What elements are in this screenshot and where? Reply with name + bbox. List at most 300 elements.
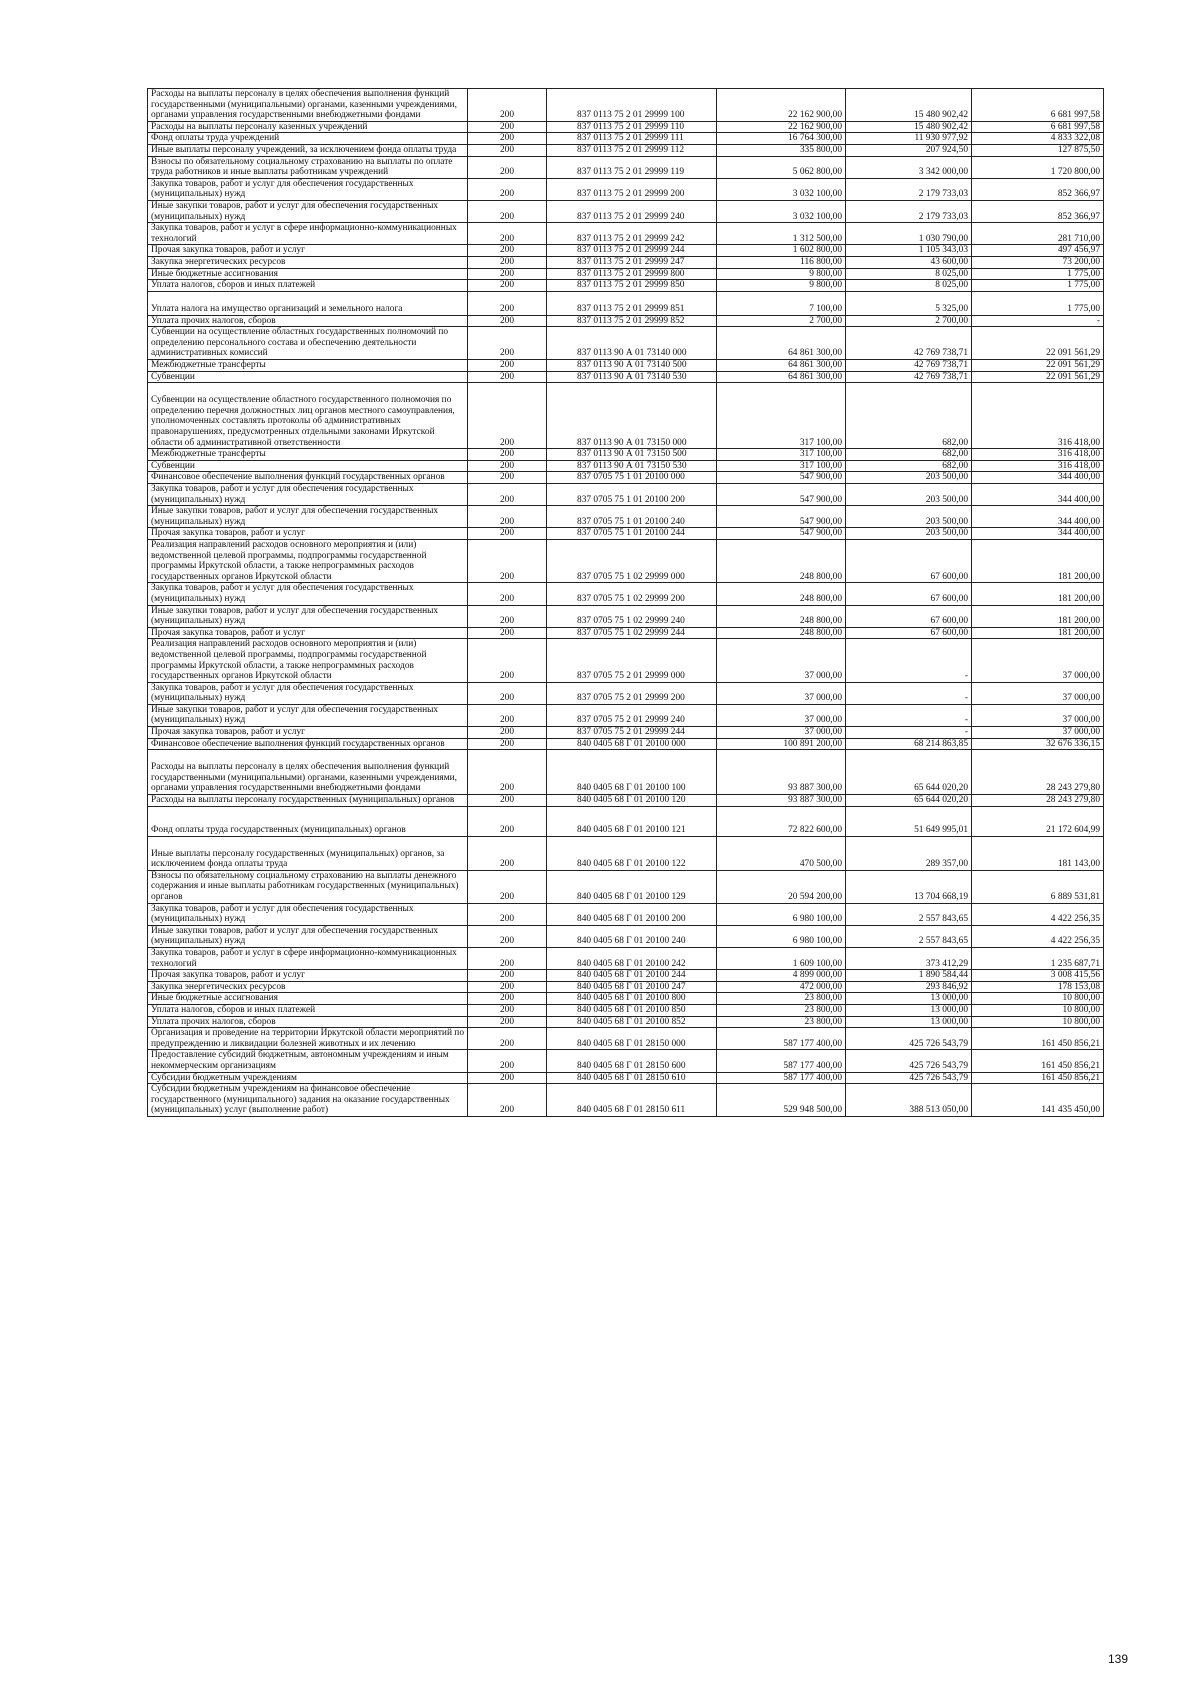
row-budget-code-cell: 840 0405 68 Г 01 28150 610 [547, 1072, 717, 1084]
row-approved-amount-cell: 1 602 800,00 [717, 245, 846, 257]
row-name-cell: Расходы на выплаты персоналу казенных учреждений [148, 121, 468, 133]
row-line-code-cell: 200 [468, 981, 547, 993]
row-line-code-cell: 200 [468, 383, 547, 449]
row-approved-amount-cell: 72 822 600,00 [717, 806, 846, 836]
row-approved-amount-cell: 547 900,00 [717, 472, 846, 484]
table-row [148, 704, 1104, 726]
row-approved-amount-cell: 6 980 100,00 [717, 925, 846, 947]
row-name-cell: Закупка товаров, работ и услуг в сфере информационно-коммуникационных технологий [148, 947, 468, 969]
row-remaining-amount-cell: 32 676 336,15 [972, 738, 1104, 750]
row-executed-amount-cell: 13 000,00 [846, 1016, 972, 1028]
row-executed-amount-cell: 65 644 020,20 [846, 795, 972, 807]
row-name-cell: Организация и проведение на территории Иркутской области мероприятий по предупреждению и ликвидации болезней животных и их лечению [148, 1028, 468, 1050]
row-name-cell: Иные бюджетные ассигнования [148, 268, 468, 280]
table-row [148, 449, 1104, 461]
row-budget-code-cell: 840 0405 68 Г 01 20100 122 [547, 836, 717, 870]
row-executed-amount-cell: 67 600,00 [846, 539, 972, 582]
table-row [148, 89, 1104, 122]
table-row [148, 1084, 1104, 1117]
table-row [148, 383, 1104, 449]
row-line-code-cell: 200 [468, 371, 547, 383]
row-line-code-cell: 200 [468, 1084, 547, 1117]
row-executed-amount-cell: - [846, 704, 972, 726]
row-name-cell: Субвенции [148, 371, 468, 383]
row-name-cell: Закупка товаров, работ и услуг в сфере информационно-коммуникационных технологий [148, 223, 468, 245]
table-row [148, 981, 1104, 993]
table-row [148, 1028, 1104, 1050]
row-name-cell: Реализация направлений расходов основного мероприятия и (или) ведомственной целевой программы, подпрограммы государственной программы Иркутской области, а также непрограммных расходов государственных органов Иркутской области [148, 539, 468, 582]
row-approved-amount-cell: 16 764 300,00 [717, 133, 846, 145]
row-budget-code-cell: 840 0405 68 Г 01 20100 121 [547, 806, 717, 836]
row-approved-amount-cell: 7 100,00 [717, 291, 846, 315]
row-name-cell: Уплата прочих налогов, сборов [148, 315, 468, 327]
table-row [148, 472, 1104, 484]
row-remaining-amount-cell: 127 875,50 [972, 144, 1104, 156]
row-approved-amount-cell: 547 900,00 [717, 506, 846, 528]
row-approved-amount-cell: 2 700,00 [717, 315, 846, 327]
row-name-cell: Финансовое обеспечение выполнения функций государственных органов [148, 738, 468, 750]
table-row [148, 727, 1104, 739]
table-row [148, 993, 1104, 1005]
row-approved-amount-cell: 3 032 100,00 [717, 178, 846, 200]
table-row [148, 200, 1104, 222]
row-executed-amount-cell: 293 846,92 [846, 981, 972, 993]
row-executed-amount-cell: 1 890 584,44 [846, 970, 972, 982]
row-line-code-cell: 200 [468, 256, 547, 268]
row-executed-amount-cell: 425 726 543,79 [846, 1072, 972, 1084]
row-approved-amount-cell: 3 032 100,00 [717, 200, 846, 222]
row-remaining-amount-cell: 37 000,00 [972, 727, 1104, 739]
row-line-code-cell: 200 [468, 1016, 547, 1028]
table-row [148, 133, 1104, 145]
row-remaining-amount-cell: 73 200,00 [972, 256, 1104, 268]
row-line-code-cell: 200 [468, 449, 547, 461]
row-line-code-cell: 200 [468, 121, 547, 133]
table-row [148, 506, 1104, 528]
row-name-cell: Иные закупки товаров, работ и услуг для обеспечения государственных (муниципальных) нужд [148, 200, 468, 222]
row-line-code-cell: 200 [468, 89, 547, 122]
row-name-cell: Закупка энергетических ресурсов [148, 981, 468, 993]
row-name-cell: Фонд оплаты труда государственных (муниципальных) органов [148, 806, 468, 836]
table-row [148, 256, 1104, 268]
row-budget-code-cell: 837 0113 75 2 01 29999 110 [547, 121, 717, 133]
row-remaining-amount-cell: 161 450 856,21 [972, 1050, 1104, 1072]
row-budget-code-cell: 837 0113 90 А 01 73140 530 [547, 371, 717, 383]
row-approved-amount-cell: 248 800,00 [717, 627, 846, 639]
table-row [148, 947, 1104, 969]
row-executed-amount-cell: 203 500,00 [846, 506, 972, 528]
row-approved-amount-cell: 248 800,00 [717, 539, 846, 582]
row-executed-amount-cell: 67 600,00 [846, 627, 972, 639]
row-approved-amount-cell: 37 000,00 [717, 704, 846, 726]
row-remaining-amount-cell: 4 422 256,35 [972, 903, 1104, 925]
row-budget-code-cell: 837 0113 75 2 01 29999 200 [547, 178, 717, 200]
row-name-cell: Взносы по обязательному социальному страхованию на выплаты по оплате труда работников и иные выплаты работникам учреждений [148, 156, 468, 178]
row-budget-code-cell: 837 0113 75 2 01 29999 851 [547, 291, 717, 315]
table-row [148, 1072, 1104, 1084]
row-remaining-amount-cell: 1 720 800,00 [972, 156, 1104, 178]
row-budget-code-cell: 837 0705 75 1 02 29999 200 [547, 583, 717, 605]
row-executed-amount-cell: 2 179 733,03 [846, 178, 972, 200]
row-executed-amount-cell: 425 726 543,79 [846, 1028, 972, 1050]
row-approved-amount-cell: 22 162 900,00 [717, 121, 846, 133]
row-remaining-amount-cell: 344 400,00 [972, 472, 1104, 484]
row-line-code-cell: 200 [468, 472, 547, 484]
row-remaining-amount-cell: 316 418,00 [972, 460, 1104, 472]
row-executed-amount-cell: 1 105 343,03 [846, 245, 972, 257]
row-remaining-amount-cell: 22 091 561,29 [972, 360, 1104, 372]
row-budget-code-cell: 840 0405 68 Г 01 20100 852 [547, 1016, 717, 1028]
table-row [148, 903, 1104, 925]
row-remaining-amount-cell: 6 681 997,58 [972, 89, 1104, 122]
row-executed-amount-cell: 15 480 902,42 [846, 121, 972, 133]
row-remaining-amount-cell: 161 450 856,21 [972, 1028, 1104, 1050]
row-remaining-amount-cell: 497 456,97 [972, 245, 1104, 257]
row-remaining-amount-cell: 181 200,00 [972, 605, 1104, 627]
row-budget-code-cell: 837 0113 75 2 01 29999 240 [547, 200, 717, 222]
row-budget-code-cell: 837 0705 75 2 01 29999 244 [547, 727, 717, 739]
row-remaining-amount-cell: 1 775,00 [972, 280, 1104, 292]
row-budget-code-cell: 837 0705 75 1 01 20100 244 [547, 528, 717, 540]
row-name-cell: Закупка товаров, работ и услуг для обеспечения государственных (муниципальных) нужд [148, 484, 468, 506]
row-name-cell: Уплата прочих налогов, сборов [148, 1016, 468, 1028]
row-name-cell: Закупка энергетических ресурсов [148, 256, 468, 268]
row-name-cell: Субвенции [148, 460, 468, 472]
row-line-code-cell: 200 [468, 704, 547, 726]
row-remaining-amount-cell: 10 800,00 [972, 993, 1104, 1005]
row-name-cell: Иные выплаты персоналу государственных (муниципальных) органов, за исключением фонда оплаты труда [148, 836, 468, 870]
row-approved-amount-cell: 1 312 500,00 [717, 223, 846, 245]
row-executed-amount-cell: 43 600,00 [846, 256, 972, 268]
row-approved-amount-cell: 470 500,00 [717, 836, 846, 870]
row-name-cell: Закупка товаров, работ и услуг для обеспечения государственных (муниципальных) нужд [148, 583, 468, 605]
row-budget-code-cell: 840 0405 68 Г 01 28150 600 [547, 1050, 717, 1072]
row-name-cell: Иные закупки товаров, работ и услуг для обеспечения государственных (муниципальных) нужд [148, 506, 468, 528]
row-budget-code-cell: 837 0705 75 1 01 20100 000 [547, 472, 717, 484]
row-budget-code-cell: 837 0113 75 2 01 29999 244 [547, 245, 717, 257]
row-approved-amount-cell: 93 887 300,00 [717, 750, 846, 795]
table-row [148, 528, 1104, 540]
row-line-code-cell: 200 [468, 315, 547, 327]
row-executed-amount-cell: 425 726 543,79 [846, 1050, 972, 1072]
row-approved-amount-cell: 64 861 300,00 [717, 360, 846, 372]
row-name-cell: Уплата налога на имущество организаций и земельного налога [148, 291, 468, 315]
row-executed-amount-cell: 13 000,00 [846, 1004, 972, 1016]
row-name-cell: Расходы на выплаты персоналу в целях обеспечения выполнения функций государственными (муниципальными) органами, казенными учреждениями, органами управления государственными внебюджетными фондами [148, 750, 468, 795]
row-budget-code-cell: 840 0405 68 Г 01 20100 120 [547, 795, 717, 807]
row-line-code-cell: 200 [468, 947, 547, 969]
row-remaining-amount-cell: 1 775,00 [972, 268, 1104, 280]
row-approved-amount-cell: 116 800,00 [717, 256, 846, 268]
row-budget-code-cell: 840 0405 68 Г 01 20100 100 [547, 750, 717, 795]
row-executed-amount-cell: 682,00 [846, 460, 972, 472]
row-remaining-amount-cell: 1 235 687,71 [972, 947, 1104, 969]
expenditure-table-body [148, 89, 1104, 1117]
table-row [148, 806, 1104, 836]
table-row [148, 738, 1104, 750]
row-budget-code-cell: 837 0113 75 2 01 29999 100 [547, 89, 717, 122]
table-row [148, 1016, 1104, 1028]
row-name-cell: Иные закупки товаров, работ и услуг для обеспечения государственных (муниципальных) нужд [148, 605, 468, 627]
table-row [148, 327, 1104, 360]
row-budget-code-cell: 837 0113 90 А 01 73140 500 [547, 360, 717, 372]
row-remaining-amount-cell: 181 200,00 [972, 627, 1104, 639]
table-row [148, 583, 1104, 605]
row-remaining-amount-cell: 21 172 604,99 [972, 806, 1104, 836]
row-remaining-amount-cell: 10 800,00 [972, 1004, 1104, 1016]
row-line-code-cell: 200 [468, 360, 547, 372]
row-approved-amount-cell: 587 177 400,00 [717, 1072, 846, 1084]
table-row [148, 121, 1104, 133]
row-line-code-cell: 200 [468, 156, 547, 178]
row-approved-amount-cell: 23 800,00 [717, 993, 846, 1005]
row-remaining-amount-cell: 141 435 450,00 [972, 1084, 1104, 1117]
table-row [148, 627, 1104, 639]
table-row [148, 178, 1104, 200]
row-name-cell: Закупка товаров, работ и услуг для обеспечения государственных (муниципальных) нужд [148, 682, 468, 704]
row-approved-amount-cell: 9 800,00 [717, 280, 846, 292]
row-line-code-cell: 200 [468, 1072, 547, 1084]
row-remaining-amount-cell: 1 775,00 [972, 291, 1104, 315]
row-approved-amount-cell: 23 800,00 [717, 1004, 846, 1016]
row-executed-amount-cell: 2 179 733,03 [846, 200, 972, 222]
row-budget-code-cell: 837 0705 75 1 02 29999 000 [547, 539, 717, 582]
row-executed-amount-cell: 13 000,00 [846, 993, 972, 1005]
row-line-code-cell: 200 [468, 750, 547, 795]
row-budget-code-cell: 840 0405 68 Г 01 20100 850 [547, 1004, 717, 1016]
row-approved-amount-cell: 37 000,00 [717, 639, 846, 682]
row-remaining-amount-cell: 4 422 256,35 [972, 925, 1104, 947]
row-executed-amount-cell: 203 500,00 [846, 484, 972, 506]
row-name-cell: Прочая закупка товаров, работ и услуг [148, 970, 468, 982]
table-row [148, 1004, 1104, 1016]
row-approved-amount-cell: 22 162 900,00 [717, 89, 846, 122]
row-line-code-cell: 200 [468, 327, 547, 360]
row-line-code-cell: 200 [468, 738, 547, 750]
row-line-code-cell: 200 [468, 484, 547, 506]
row-name-cell: Взносы по обязательному социальному страхованию на выплаты денежного содержания и иные выплаты работникам государственных (муниципальных) органов [148, 870, 468, 903]
row-remaining-amount-cell: 37 000,00 [972, 639, 1104, 682]
table-row [148, 1050, 1104, 1072]
row-executed-amount-cell: 682,00 [846, 449, 972, 461]
row-executed-amount-cell: 13 704 668,19 [846, 870, 972, 903]
row-executed-amount-cell: 373 412,29 [846, 947, 972, 969]
row-budget-code-cell: 837 0113 75 2 01 29999 119 [547, 156, 717, 178]
row-executed-amount-cell: 203 500,00 [846, 528, 972, 540]
row-line-code-cell: 200 [468, 280, 547, 292]
table-row [148, 280, 1104, 292]
row-remaining-amount-cell: 28 243 279,80 [972, 750, 1104, 795]
row-remaining-amount-cell: 178 153,08 [972, 981, 1104, 993]
row-line-code-cell: 200 [468, 806, 547, 836]
row-name-cell: Субсидии бюджетным учреждениям на финансовое обеспечение государственного (муниципального) задания на оказание государственных (муниципальных) услуг (выполнение работ) [148, 1084, 468, 1117]
row-remaining-amount-cell: 344 400,00 [972, 484, 1104, 506]
row-budget-code-cell: 840 0405 68 Г 01 20100 242 [547, 947, 717, 969]
row-line-code-cell: 200 [468, 605, 547, 627]
row-name-cell: Субвенции на осуществление областного государственного полномочия по определению перечня должностных лиц органов местного самоуправления, уполномоченных составлять протоколы об административных правонарушениях, предусмотренных отдельными законами Иркутской области об административной ответственности [148, 383, 468, 449]
row-approved-amount-cell: 587 177 400,00 [717, 1028, 846, 1050]
row-remaining-amount-cell: - [972, 315, 1104, 327]
row-budget-code-cell: 837 0113 90 А 01 73150 500 [547, 449, 717, 461]
row-line-code-cell: 200 [468, 223, 547, 245]
row-line-code-cell: 200 [468, 178, 547, 200]
row-remaining-amount-cell: 37 000,00 [972, 704, 1104, 726]
row-budget-code-cell: 840 0405 68 Г 01 20100 200 [547, 903, 717, 925]
row-executed-amount-cell: 289 357,00 [846, 836, 972, 870]
row-executed-amount-cell: - [846, 727, 972, 739]
table-row [148, 836, 1104, 870]
row-remaining-amount-cell: 10 800,00 [972, 1016, 1104, 1028]
row-line-code-cell: 200 [468, 200, 547, 222]
row-executed-amount-cell: 5 325,00 [846, 291, 972, 315]
row-name-cell: Реализация направлений расходов основного мероприятия и (или) ведомственной целевой программы, подпрограммы государственной программы Иркутской области, а также непрограммных расходов государственных органов Иркутской области [148, 639, 468, 682]
row-line-code-cell: 200 [468, 925, 547, 947]
row-name-cell: Прочая закупка товаров, работ и услуг [148, 627, 468, 639]
row-executed-amount-cell: 388 513 050,00 [846, 1084, 972, 1117]
table-row [148, 144, 1104, 156]
row-remaining-amount-cell: 852 366,97 [972, 200, 1104, 222]
row-approved-amount-cell: 6 980 100,00 [717, 903, 846, 925]
row-approved-amount-cell: 317 100,00 [717, 460, 846, 472]
row-approved-amount-cell: 9 800,00 [717, 268, 846, 280]
row-remaining-amount-cell: 316 418,00 [972, 383, 1104, 449]
row-approved-amount-cell: 1 609 100,00 [717, 947, 846, 969]
row-executed-amount-cell: 15 480 902,42 [846, 89, 972, 122]
row-line-code-cell: 200 [468, 870, 547, 903]
row-remaining-amount-cell: 316 418,00 [972, 449, 1104, 461]
row-remaining-amount-cell: 344 400,00 [972, 528, 1104, 540]
row-remaining-amount-cell: 22 091 561,29 [972, 327, 1104, 360]
row-line-code-cell: 200 [468, 1028, 547, 1050]
row-executed-amount-cell: - [846, 682, 972, 704]
row-budget-code-cell: 837 0113 90 А 01 73150 000 [547, 383, 717, 449]
row-line-code-cell: 200 [468, 903, 547, 925]
row-executed-amount-cell: 207 924,50 [846, 144, 972, 156]
row-executed-amount-cell: 68 214 863,85 [846, 738, 972, 750]
row-name-cell: Прочая закупка товаров, работ и услуг [148, 245, 468, 257]
table-row [148, 268, 1104, 280]
row-executed-amount-cell: 11 930 977,92 [846, 133, 972, 145]
row-name-cell: Закупка товаров, работ и услуг для обеспечения государственных (муниципальных) нужд [148, 178, 468, 200]
row-executed-amount-cell: 67 600,00 [846, 605, 972, 627]
table-row [148, 223, 1104, 245]
row-executed-amount-cell: 682,00 [846, 383, 972, 449]
row-executed-amount-cell: 67 600,00 [846, 583, 972, 605]
row-remaining-amount-cell: 6 681 997,58 [972, 121, 1104, 133]
row-line-code-cell: 200 [468, 291, 547, 315]
row-budget-code-cell: 837 0113 75 2 01 29999 852 [547, 315, 717, 327]
row-budget-code-cell: 840 0405 68 Г 01 20100 240 [547, 925, 717, 947]
row-name-cell: Закупка товаров, работ и услуг для обеспечения государственных (муниципальных) нужд [148, 903, 468, 925]
row-name-cell: Финансовое обеспечение выполнения функций государственных органов [148, 472, 468, 484]
row-remaining-amount-cell: 852 366,97 [972, 178, 1104, 200]
row-line-code-cell: 200 [468, 993, 547, 1005]
row-remaining-amount-cell: 344 400,00 [972, 506, 1104, 528]
row-remaining-amount-cell: 181 200,00 [972, 583, 1104, 605]
row-name-cell: Предоставление субсидий бюджетным, автономным учреждениям и иным некоммерческим организациям [148, 1050, 468, 1072]
table-row [148, 245, 1104, 257]
row-line-code-cell: 200 [468, 727, 547, 739]
row-budget-code-cell: 837 0705 75 1 02 29999 240 [547, 605, 717, 627]
row-executed-amount-cell: - [846, 639, 972, 682]
row-line-code-cell: 200 [468, 1050, 547, 1072]
row-approved-amount-cell: 248 800,00 [717, 583, 846, 605]
row-executed-amount-cell: 203 500,00 [846, 472, 972, 484]
row-line-code-cell: 200 [468, 627, 547, 639]
row-line-code-cell: 200 [468, 836, 547, 870]
row-name-cell: Иные закупки товаров, работ и услуг для обеспечения государственных (муниципальных) нужд [148, 704, 468, 726]
row-line-code-cell: 200 [468, 583, 547, 605]
row-name-cell: Межбюджетные трансферты [148, 449, 468, 461]
row-remaining-amount-cell: 161 450 856,21 [972, 1072, 1104, 1084]
row-approved-amount-cell: 547 900,00 [717, 528, 846, 540]
row-line-code-cell: 200 [468, 539, 547, 582]
row-executed-amount-cell: 3 342 000,00 [846, 156, 972, 178]
row-approved-amount-cell: 248 800,00 [717, 605, 846, 627]
row-line-code-cell: 200 [468, 268, 547, 280]
row-name-cell: Прочая закупка товаров, работ и услуг [148, 528, 468, 540]
row-remaining-amount-cell: 3 008 415,56 [972, 970, 1104, 982]
row-budget-code-cell: 840 0405 68 Г 01 20100 000 [547, 738, 717, 750]
row-name-cell: Уплата налогов, сборов и иных платежей [148, 1004, 468, 1016]
row-approved-amount-cell: 5 062 800,00 [717, 156, 846, 178]
row-line-code-cell: 200 [468, 460, 547, 472]
table-row [148, 682, 1104, 704]
table-row [148, 750, 1104, 795]
row-line-code-cell: 200 [468, 970, 547, 982]
row-line-code-cell: 200 [468, 133, 547, 145]
row-budget-code-cell: 837 0705 75 1 01 20100 240 [547, 506, 717, 528]
row-approved-amount-cell: 93 887 300,00 [717, 795, 846, 807]
row-approved-amount-cell: 317 100,00 [717, 383, 846, 449]
row-approved-amount-cell: 335 800,00 [717, 144, 846, 156]
row-remaining-amount-cell: 181 143,00 [972, 836, 1104, 870]
row-line-code-cell: 200 [468, 506, 547, 528]
row-budget-code-cell: 837 0113 75 2 01 29999 247 [547, 256, 717, 268]
table-row [148, 639, 1104, 682]
row-name-cell: Фонд оплаты труда учреждений [148, 133, 468, 145]
row-approved-amount-cell: 472 000,00 [717, 981, 846, 993]
row-remaining-amount-cell: 6 889 531,81 [972, 870, 1104, 903]
row-budget-code-cell: 840 0405 68 Г 01 20100 129 [547, 870, 717, 903]
row-name-cell: Расходы на выплаты персоналу в целях обеспечения выполнения функций государственными (муниципальными) органами, казенными учреждениями, органами управления государственными внебюджетными фондами [148, 89, 468, 122]
row-line-code-cell: 200 [468, 682, 547, 704]
table-row [148, 870, 1104, 903]
row-name-cell: Субвенции на осуществление областных государственных полномочий по определению персонального состава и обеспечению деятельности административных комиссий [148, 327, 468, 360]
row-executed-amount-cell: 42 769 738,71 [846, 327, 972, 360]
row-approved-amount-cell: 23 800,00 [717, 1016, 846, 1028]
table-row [148, 156, 1104, 178]
row-remaining-amount-cell: 22 091 561,29 [972, 371, 1104, 383]
row-approved-amount-cell: 587 177 400,00 [717, 1050, 846, 1072]
row-remaining-amount-cell: 4 833 322,08 [972, 133, 1104, 145]
row-line-code-cell: 200 [468, 795, 547, 807]
row-name-cell: Иные выплаты персоналу учреждений, за исключением фонда оплаты труда [148, 144, 468, 156]
table-row [148, 795, 1104, 807]
row-approved-amount-cell: 529 948 500,00 [717, 1084, 846, 1117]
row-budget-code-cell: 837 0705 75 2 01 29999 000 [547, 639, 717, 682]
row-executed-amount-cell: 65 644 020,20 [846, 750, 972, 795]
row-budget-code-cell: 837 0705 75 2 01 29999 200 [547, 682, 717, 704]
row-approved-amount-cell: 64 861 300,00 [717, 327, 846, 360]
row-executed-amount-cell: 8 025,00 [846, 268, 972, 280]
table-row [148, 539, 1104, 582]
row-budget-code-cell: 837 0113 75 2 01 29999 800 [547, 268, 717, 280]
row-executed-amount-cell: 42 769 738,71 [846, 371, 972, 383]
table-row [148, 605, 1104, 627]
row-budget-code-cell: 837 0113 75 2 01 29999 111 [547, 133, 717, 145]
row-approved-amount-cell: 20 594 200,00 [717, 870, 846, 903]
